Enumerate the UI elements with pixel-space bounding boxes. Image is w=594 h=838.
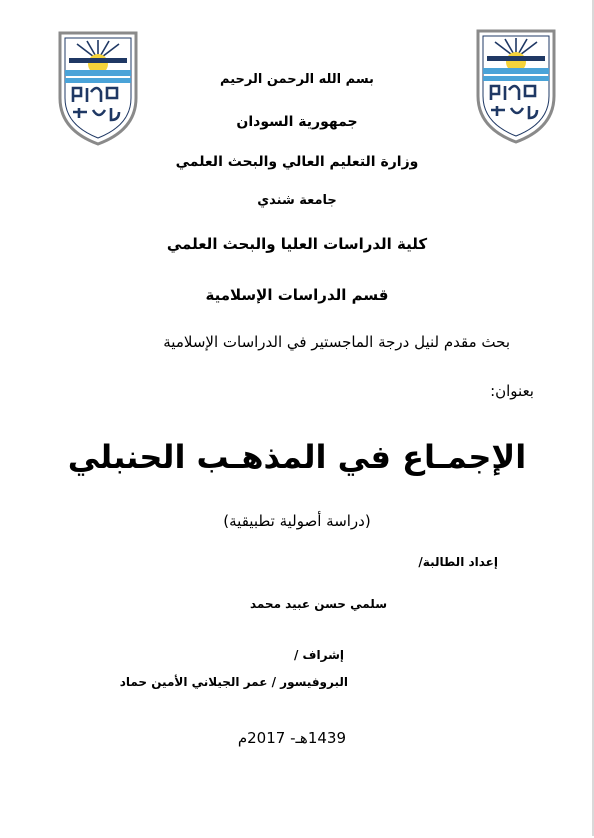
title-label: بعنوان:: [490, 382, 534, 400]
supervisor-label: إشراف /: [294, 648, 344, 662]
basmala: بسم الله الرحمن الرحيم: [220, 72, 374, 87]
college-name: كلية الدراسات العليا والبحث العلمي: [166, 235, 428, 253]
date: 1439هـ- 2017م: [237, 729, 346, 747]
thesis-title: الإجمـاع في المذهـب الحنبلي: [67, 438, 527, 476]
student-label: إعداد الطالبة/: [418, 555, 498, 569]
research-purpose: بحث مقدم لنيل درجة الماجستير في الدراسات الإسلامية: [163, 333, 510, 351]
thesis-subtitle: (دراسة أصولية تطبيقية): [223, 512, 371, 530]
university-name: جامعة شندي: [257, 193, 337, 208]
ministry-name: وزارة التعليم العالي والبحث العلمي: [175, 154, 419, 170]
supervisor-name: البروفيسور / عمر الجيلاني الأمين حماد: [119, 675, 348, 689]
department-name: قسم الدراسات الإسلامية: [205, 286, 389, 304]
country-name: جمهورية السودان: [236, 114, 358, 130]
student-name: سلمي حسن عبيد محمد: [249, 597, 387, 611]
